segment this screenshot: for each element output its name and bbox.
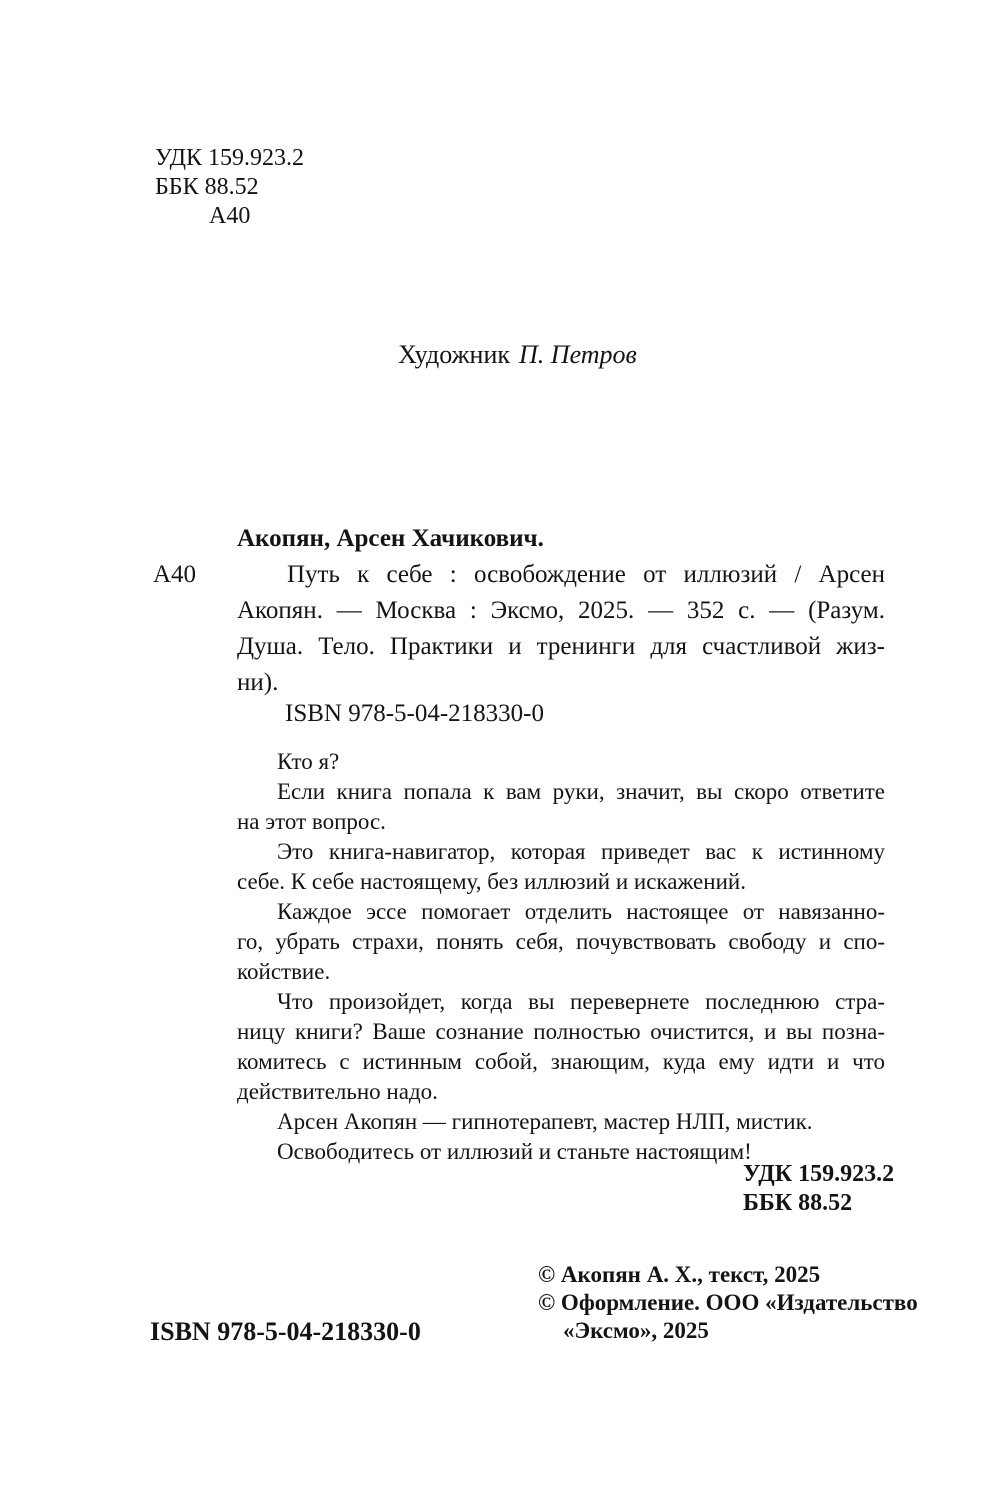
artist-name: П. Петров <box>519 340 637 369</box>
udc-top-line: УДК 159.923.2 <box>155 145 304 171</box>
annotation-block <box>237 747 885 1167</box>
annotation-line: Кто я? <box>277 749 340 774</box>
author-code-top-line: А40 <box>209 203 251 229</box>
catalog-line: Душа. Тело. Практики и тренинги для счастливой жиз- <box>237 633 885 660</box>
catalog-author-header: Акопян, Арсен Хачикович. <box>237 525 544 552</box>
annotation-line: на этот вопрос. <box>237 809 386 834</box>
annotation-line: ницу книги? Ваше сознание полностью очистится, и вы позна- <box>237 1019 885 1044</box>
annotation-line: комитесь с истинным собой, знающим, куда ему идти и что <box>237 1049 885 1074</box>
annotation-line: Если книга попала к вам руки, значит, вы скоро ответите <box>277 779 885 804</box>
annotation-line: го, убрать страхи, понять себя, почувствовать свободу и спо- <box>237 929 885 954</box>
annotation-line: Каждое эссе помогает отделить настоящее от навязанно- <box>277 899 885 924</box>
udc-bottom-line: УДК 159.923.2 <box>743 1161 895 1187</box>
annotation-line: Арсен Акопян — гипнотерапевт, мастер НЛП, мистик. <box>277 1109 813 1134</box>
isbn-catalog-line: ISBN 978-5-04-218330-0 <box>285 700 545 727</box>
annotation-line: Освободитесь от иллюзий и станьте настоящим! <box>277 1139 752 1164</box>
copyright-line: «Эксмо», 2025 <box>563 1318 709 1343</box>
catalog-line: Путь к себе : освобождение от иллюзий / Арсен <box>287 561 885 588</box>
udc-bottom-block <box>743 1160 894 1218</box>
annotation-line: Что произойдет, когда вы перевернете последнюю стра- <box>277 989 885 1014</box>
bbk-bottom-line: ББК 88.52 <box>743 1190 853 1216</box>
catalog-line: Акопян. — Москва : Эксмо, 2025. — 352 с. — (Разум. <box>237 597 885 624</box>
annotation-line: действительно надо. <box>237 1079 438 1104</box>
annotation-line: койствие. <box>237 959 331 984</box>
copyright-line: © Акопян А. Х., текст, 2025 <box>538 1262 821 1287</box>
catalog-line: ни). <box>237 669 279 696</box>
copyright-line: © Оформление. ООО «Издательство <box>538 1290 918 1315</box>
artist-label: Художник <box>398 340 511 369</box>
udc-top-block <box>155 144 304 231</box>
isbn-bottom-line: ISBN 978-5-04-218330-0 <box>150 1317 421 1346</box>
copyright-block <box>538 1261 918 1345</box>
author-code-margin: А40 <box>153 561 197 588</box>
annotation-line: Это книга-навигатор, которая приведет вас к истинному <box>277 839 885 864</box>
bbk-top-line: ББК 88.52 <box>155 174 259 200</box>
catalog-card-block <box>153 521 885 701</box>
artist-credit-line <box>150 340 885 370</box>
annotation-line: себе. К себе настоящему, без иллюзий и искажений. <box>237 869 746 894</box>
